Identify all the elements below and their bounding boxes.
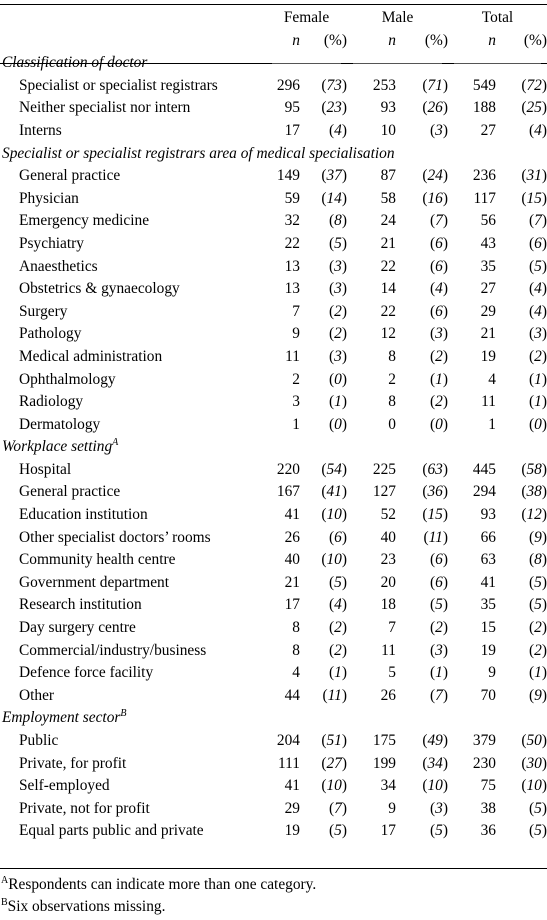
- percent-cell: (63): [422, 460, 448, 478]
- count-cell: 43: [480, 234, 496, 252]
- table-row: [0, 730, 547, 753]
- percent-cell: (8): [529, 551, 547, 569]
- header-pct: (%): [424, 31, 448, 49]
- percent-cell: (4): [529, 280, 547, 298]
- percent-cell: (3): [329, 280, 347, 298]
- percent-cell: (6): [430, 234, 448, 252]
- percent-cell: (14): [321, 189, 347, 207]
- row-label: Commercial/industry/business: [19, 641, 207, 659]
- count-cell: 75: [480, 777, 496, 795]
- row-label: Pathology: [19, 325, 82, 343]
- percent-cell: (9): [529, 528, 547, 546]
- count-cell: 95: [284, 99, 300, 117]
- count-cell: 29: [480, 302, 496, 320]
- count-cell: 34: [380, 777, 396, 795]
- table-row: [0, 685, 547, 708]
- section-title: Employment sector: [2, 709, 121, 727]
- count-cell: 225: [372, 460, 396, 478]
- percent-cell: (1): [329, 393, 347, 411]
- percent-cell: (2): [430, 393, 448, 411]
- percent-cell: (2): [430, 347, 448, 365]
- count-cell: 294: [472, 483, 496, 501]
- count-cell: 20: [380, 573, 396, 591]
- percent-cell: (73): [321, 76, 347, 94]
- percent-cell: (7): [329, 799, 347, 817]
- count-cell: 10: [380, 121, 396, 139]
- row-label: Neither specialist nor intern: [19, 99, 191, 117]
- percent-cell: (2): [329, 302, 347, 320]
- table-row: [0, 256, 547, 279]
- percent-cell: (9): [529, 686, 547, 704]
- percent-cell: (0): [329, 370, 347, 388]
- percent-cell: (4): [329, 121, 347, 139]
- row-label: Other: [19, 686, 55, 704]
- count-cell: 17: [284, 596, 300, 614]
- count-cell: 41: [480, 573, 496, 591]
- percent-cell: (1): [529, 393, 547, 411]
- table-row: [0, 753, 547, 776]
- count-cell: 41: [284, 777, 300, 795]
- count-cell: 40: [284, 551, 300, 569]
- percent-cell: (6): [430, 573, 448, 591]
- count-cell: 22: [284, 234, 300, 252]
- count-cell: 26: [284, 528, 300, 546]
- row-label: Physician: [19, 189, 79, 207]
- count-cell: 220: [276, 460, 300, 478]
- table-row: [0, 594, 547, 617]
- row-label: Defence force facility: [19, 664, 154, 682]
- percent-cell: (0): [529, 415, 547, 433]
- table-row: [0, 481, 547, 504]
- percent-cell: (4): [430, 280, 448, 298]
- row-label: Medical administration: [19, 347, 163, 365]
- row-label: Other specialist doctors’ rooms: [19, 528, 211, 546]
- percent-cell: (50): [521, 732, 547, 749]
- table-row: [0, 414, 547, 437]
- count-cell: 18: [380, 596, 396, 614]
- table-row: [0, 75, 547, 98]
- table-row: [0, 346, 547, 369]
- count-cell: 2: [388, 370, 396, 388]
- count-cell: 3: [292, 393, 300, 411]
- count-cell: 24: [380, 212, 396, 230]
- count-cell: 56: [480, 212, 496, 230]
- table-row: [0, 775, 547, 798]
- footnote-marker: B: [120, 708, 127, 720]
- percent-cell: (36): [422, 483, 448, 501]
- count-cell: 14: [380, 280, 396, 298]
- row-label: Community health centre: [19, 551, 176, 569]
- count-cell: 9: [488, 664, 496, 682]
- count-cell: 2: [292, 370, 300, 388]
- count-cell: 8: [388, 393, 396, 411]
- count-cell: 26: [380, 686, 396, 704]
- header-pct: (%): [323, 31, 347, 49]
- count-cell: 5: [388, 664, 396, 682]
- count-cell: 204: [276, 732, 300, 749]
- count-cell: 36: [480, 822, 496, 840]
- percent-cell: (5): [529, 596, 547, 614]
- count-cell: 41: [284, 506, 300, 524]
- count-cell: 17: [284, 121, 300, 139]
- bottom-rule: [0, 868, 547, 869]
- percent-cell: (3): [430, 641, 448, 659]
- count-cell: 40: [380, 528, 396, 546]
- count-cell: 4: [488, 370, 496, 388]
- count-cell: 9: [292, 325, 300, 343]
- count-cell: 63: [480, 551, 496, 569]
- footnote-a: $^A$Respondents can indicate more than one category.: [1, 875, 317, 893]
- percent-cell: (24): [422, 167, 448, 185]
- header-n: n: [292, 31, 300, 49]
- header-row-groups: [0, 7, 547, 30]
- percent-cell: (5): [430, 596, 448, 614]
- count-cell: 12: [380, 325, 396, 343]
- percent-cell: (5): [529, 822, 547, 840]
- count-cell: 7: [292, 302, 300, 320]
- table-row: [0, 549, 547, 572]
- table-row: [0, 369, 547, 392]
- percent-cell: (58): [521, 460, 547, 478]
- row-label: Private, not for profit: [19, 799, 150, 817]
- group-rule-1: [353, 63, 442, 64]
- percent-cell: (10): [321, 506, 347, 524]
- percent-cell: (10): [321, 777, 347, 795]
- percent-cell: (25): [521, 99, 547, 117]
- section-title: Specialist or specialist registrars area of medical specialisation: [2, 144, 395, 162]
- table-row: [0, 323, 547, 346]
- data-table: [0, 7, 547, 843]
- table-row: [0, 278, 547, 301]
- count-cell: 35: [480, 257, 496, 275]
- count-cell: 9: [388, 799, 396, 817]
- percent-cell: (5): [529, 257, 547, 275]
- percent-cell: (5): [329, 234, 347, 252]
- percent-cell: (30): [521, 754, 547, 772]
- percent-cell: (2): [329, 619, 347, 637]
- percent-cell: (10): [422, 777, 448, 795]
- percent-cell: (3): [430, 799, 448, 817]
- row-label: Surgery: [19, 302, 68, 320]
- count-cell: 296: [276, 76, 300, 94]
- percent-cell: (15): [521, 189, 547, 207]
- row-label: Day surgery centre: [19, 619, 136, 637]
- row-label: Government department: [19, 573, 170, 591]
- percent-cell: (3): [329, 347, 347, 365]
- percent-cell: (26): [422, 99, 448, 117]
- row-label: Anaesthetics: [19, 257, 98, 275]
- count-cell: 13: [284, 257, 300, 275]
- row-label: Private, for profit: [19, 754, 127, 772]
- count-cell: 87: [380, 167, 396, 185]
- count-cell: 32: [284, 212, 300, 230]
- percent-cell: (1): [430, 370, 448, 388]
- percent-cell: (7): [430, 212, 448, 230]
- count-cell: 199: [372, 754, 396, 772]
- row-label: Ophthalmology: [19, 370, 116, 388]
- row-label: Emergency medicine: [19, 212, 150, 230]
- table-row: [0, 527, 547, 550]
- count-cell: 44: [284, 686, 300, 704]
- percent-cell: (4): [529, 302, 547, 320]
- percent-cell: (3): [430, 121, 448, 139]
- percent-cell: (5): [529, 573, 547, 591]
- percent-cell: (0): [329, 415, 347, 433]
- percent-cell: (71): [422, 76, 448, 94]
- percent-cell: (6): [430, 551, 448, 569]
- row-label: Hospital: [19, 460, 72, 478]
- percent-cell: (16): [422, 189, 448, 207]
- count-cell: 52: [380, 506, 396, 524]
- count-cell: 111: [278, 754, 300, 772]
- percent-cell: (7): [529, 212, 547, 230]
- table-row: [0, 798, 547, 821]
- table-row: [0, 504, 547, 527]
- header-n: n: [488, 31, 496, 49]
- count-cell: 167: [276, 483, 300, 501]
- row-label: Specialist or specialist registrars: [19, 76, 218, 94]
- count-cell: 8: [292, 641, 300, 659]
- percent-cell: (54): [321, 460, 347, 478]
- table-row: [0, 572, 547, 595]
- percent-cell: (4): [529, 121, 547, 139]
- percent-cell: (6): [430, 302, 448, 320]
- percent-cell: (8): [329, 212, 347, 230]
- row-label: Self-employed: [19, 777, 110, 795]
- group-rule-0: [272, 63, 341, 64]
- percent-cell: (2): [529, 347, 547, 365]
- table-row: [0, 233, 547, 256]
- count-cell: 59: [284, 189, 300, 207]
- count-cell: 8: [388, 347, 396, 365]
- row-label: Research institution: [19, 596, 142, 614]
- percent-cell: (72): [521, 76, 547, 94]
- percent-cell: (3): [329, 257, 347, 275]
- header-total: Total: [481, 9, 514, 26]
- row-label: Psychiatry: [19, 234, 84, 252]
- count-cell: 117: [473, 189, 496, 207]
- percent-cell: (5): [529, 799, 547, 817]
- footnote-marker: A: [112, 437, 119, 449]
- table-row: [0, 120, 547, 143]
- percent-cell: (1): [329, 664, 347, 682]
- section-header: [0, 143, 547, 166]
- count-cell: 38: [480, 799, 496, 817]
- count-cell: 22: [380, 302, 396, 320]
- percent-cell: (6): [529, 234, 547, 252]
- row-label: Interns: [19, 121, 62, 139]
- count-cell: 149: [276, 167, 300, 185]
- percent-cell: (5): [329, 822, 347, 840]
- footnote-b: $^B$Six observations missing.: [1, 897, 166, 915]
- count-cell: 445: [472, 460, 496, 478]
- count-cell: 17: [380, 822, 396, 840]
- percent-cell: (38): [521, 483, 547, 501]
- row-label: Education institution: [19, 506, 148, 524]
- section-title: Workplace setting: [2, 438, 113, 456]
- percent-cell: (1): [529, 370, 547, 388]
- count-cell: 21: [284, 573, 300, 591]
- percent-cell: (3): [430, 325, 448, 343]
- header-male: Male: [381, 9, 414, 26]
- count-cell: 27: [480, 121, 496, 139]
- count-cell: 93: [380, 99, 396, 117]
- percent-cell: (41): [321, 483, 347, 501]
- percent-cell: (2): [329, 325, 347, 343]
- percent-cell: (2): [329, 641, 347, 659]
- table-row: [0, 617, 547, 640]
- row-label: General practice: [19, 167, 121, 185]
- percent-cell: (37): [321, 167, 347, 185]
- count-cell: 23: [380, 551, 396, 569]
- count-cell: 21: [480, 325, 496, 343]
- percent-cell: (49): [422, 732, 448, 749]
- count-cell: 230: [472, 754, 496, 772]
- count-cell: 236: [472, 167, 496, 185]
- percent-cell: (6): [329, 528, 347, 546]
- count-cell: 379: [472, 732, 496, 749]
- percent-cell: (2): [430, 619, 448, 637]
- header-row-sub: [0, 30, 547, 53]
- count-cell: 21: [380, 234, 396, 252]
- percent-cell: (23): [321, 99, 347, 117]
- count-cell: 58: [380, 189, 396, 207]
- section-header: [0, 707, 547, 730]
- row-label: Radiology: [19, 393, 84, 411]
- percent-cell: (31): [521, 167, 547, 185]
- count-cell: 11: [381, 641, 396, 659]
- header-pct: (%): [523, 31, 547, 49]
- row-label: General practice: [19, 483, 121, 501]
- count-cell: 35: [480, 596, 496, 614]
- count-cell: 19: [284, 822, 300, 840]
- table-row: [0, 662, 547, 685]
- count-cell: 8: [292, 619, 300, 637]
- header-n: n: [388, 31, 396, 49]
- percent-cell: (0): [430, 415, 448, 433]
- table-row: [0, 97, 547, 120]
- count-cell: 253: [372, 76, 396, 94]
- percent-cell: (2): [529, 619, 547, 637]
- percent-cell: (1): [529, 664, 547, 682]
- percent-cell: (34): [422, 754, 448, 772]
- count-cell: 27: [480, 280, 496, 298]
- percent-cell: (11): [423, 528, 448, 546]
- count-cell: 7: [388, 619, 396, 637]
- row-label: Dermatology: [19, 415, 101, 433]
- table-row: [0, 820, 547, 843]
- count-cell: 19: [480, 347, 496, 365]
- count-cell: 13: [284, 280, 300, 298]
- percent-cell: (12): [521, 506, 547, 524]
- percent-cell: (7): [430, 686, 448, 704]
- row-label: Public: [19, 732, 59, 749]
- count-cell: 11: [481, 393, 496, 411]
- table-row: [0, 459, 547, 482]
- count-cell: 127: [372, 483, 396, 501]
- percent-cell: (6): [430, 257, 448, 275]
- count-cell: 22: [380, 257, 396, 275]
- count-cell: 11: [285, 347, 300, 365]
- table-row: [0, 391, 547, 414]
- row-label: Obstetrics & gynaecology: [19, 280, 180, 298]
- percent-cell: (5): [329, 573, 347, 591]
- table-row: [0, 165, 547, 188]
- count-cell: 549: [472, 76, 496, 94]
- percent-cell: (3): [529, 325, 547, 343]
- row-label: Equal parts public and private: [19, 822, 204, 840]
- top-rule: [0, 4, 547, 5]
- count-cell: 4: [292, 664, 300, 682]
- count-cell: 1: [292, 415, 300, 433]
- percent-cell: (10): [521, 777, 547, 795]
- count-cell: 29: [284, 799, 300, 817]
- percent-cell: (10): [321, 551, 347, 569]
- percent-cell: (2): [529, 641, 547, 659]
- count-cell: 0: [388, 415, 396, 433]
- count-cell: 188: [472, 99, 496, 117]
- table-row: [0, 210, 547, 233]
- percent-cell: (4): [329, 596, 347, 614]
- table-row: [0, 640, 547, 663]
- percent-cell: (11): [322, 686, 347, 704]
- table-row: [0, 188, 547, 211]
- count-cell: 15: [480, 619, 496, 637]
- count-cell: 19: [480, 641, 496, 659]
- count-cell: 70: [480, 686, 496, 704]
- count-cell: 1: [488, 415, 496, 433]
- group-rule-2: [454, 63, 541, 64]
- count-cell: 93: [480, 506, 496, 524]
- count-cell: 175: [372, 732, 396, 749]
- header-female: Female: [283, 9, 330, 26]
- table-row: [0, 301, 547, 324]
- percent-cell: (51): [321, 732, 347, 749]
- section-header: [0, 436, 547, 459]
- section-title: Classification of doctor: [2, 54, 148, 72]
- percent-cell: (5): [430, 822, 448, 840]
- percent-cell: (15): [422, 506, 448, 524]
- percent-cell: (1): [430, 664, 448, 682]
- count-cell: 66: [480, 528, 496, 546]
- percent-cell: (27): [321, 754, 347, 772]
